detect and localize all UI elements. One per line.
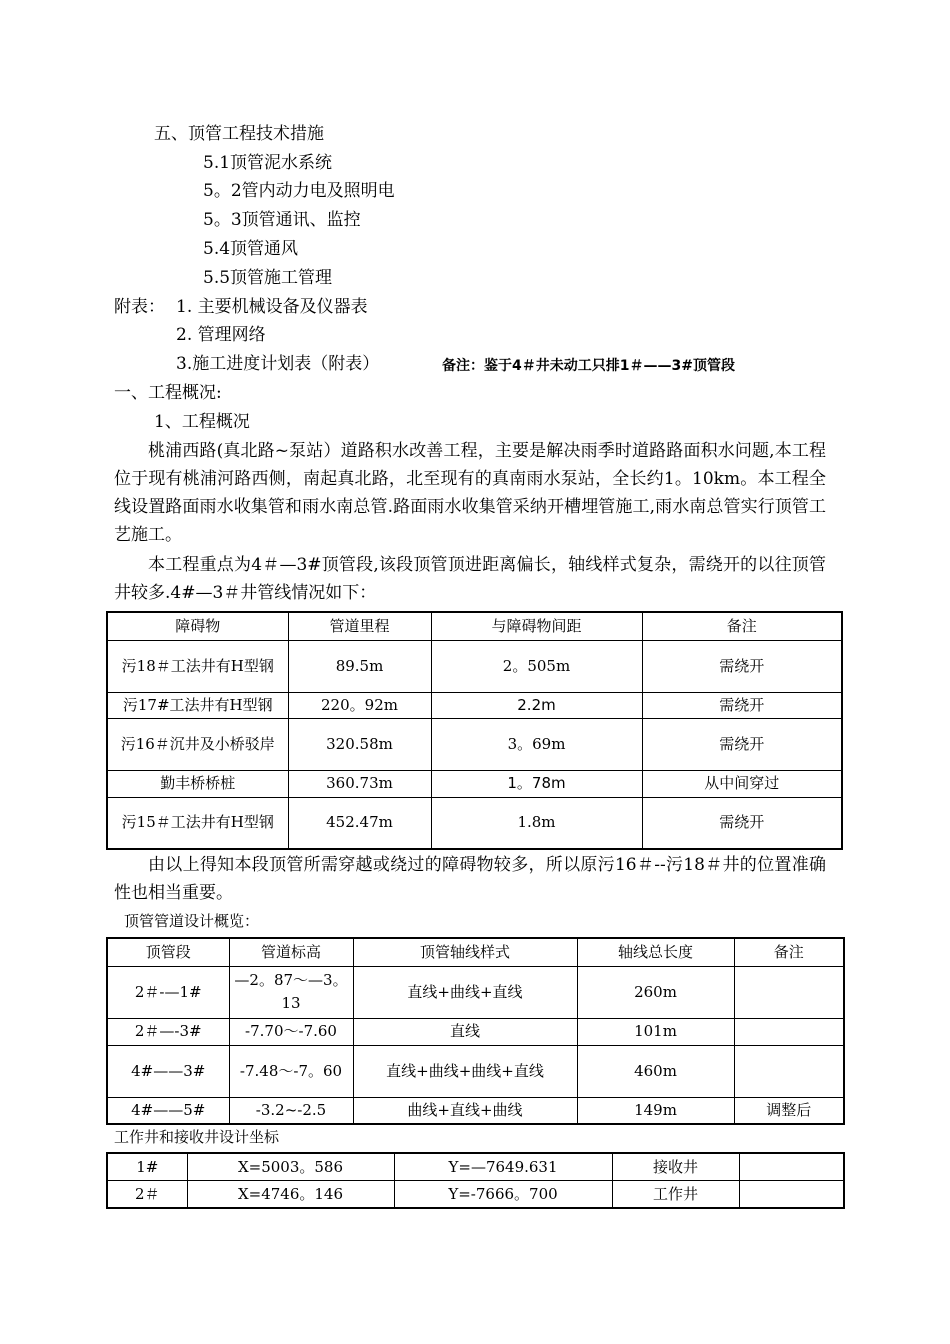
obstacle-cell: 勤丰桥桥桩	[107, 770, 288, 797]
toc-item-5-2: 5。2管内动力电及照明电	[203, 181, 395, 201]
table-row	[107, 1045, 844, 1097]
remark-cell: 需绕开	[642, 797, 842, 849]
section1-heading: 一、工程概况:	[114, 383, 222, 403]
remark-cell: 需绕开	[642, 640, 842, 692]
appendix-item-2: 2. 管理网络	[176, 325, 266, 345]
obstacle-cell: 污16＃沉井及小桥驳岸	[107, 718, 288, 770]
key-section-paragraph: 本工程重点为4＃—3#顶管段,该段顶管顶进距离偏长，轴线样式复杂，需绕开的以往顶管井较多.4#—3＃井管线情况如下：	[114, 555, 826, 603]
elevation-cell: —2。87～—3。13	[229, 966, 353, 1018]
length-cell: 149m	[577, 1097, 734, 1124]
segment-cell: 4#——3#	[107, 1045, 229, 1097]
segment-cell: 2＃-—1#	[107, 966, 229, 1018]
table-row	[107, 797, 842, 849]
distance-cell: 3。69m	[431, 718, 642, 770]
remark-cell	[734, 966, 844, 1018]
shaft-type-cell: 接收井	[612, 1153, 739, 1181]
shaft-coordinates-table	[106, 1152, 845, 1209]
distance-cell: 2。505m	[431, 640, 642, 692]
obstacle-table	[106, 611, 843, 850]
overview-paragraph: 桃浦西路(真北路~泵站）道路积水改善工程，主要是解决雨季时道路路面积水问题,本工程位于现有桃浦河路西侧，南起真北路，北至现有的真南雨水泵站，全长约1。10km。本工程全线设置路面雨水收集管和雨水南总管.路面雨水收集管采纳开槽埋管施工,雨水南总管实行顶管工艺施工。	[114, 441, 826, 545]
y-coordinate-cell: Y=-7666。700	[394, 1181, 612, 1209]
column-header: 障碍物	[107, 612, 288, 640]
axis-style-cell: 曲线+直线+曲线	[353, 1097, 577, 1124]
shaft-id-cell: 1#	[107, 1153, 187, 1181]
table-row	[107, 1153, 844, 1181]
column-header: 管道里程	[288, 612, 431, 640]
remark-cell	[739, 1153, 844, 1181]
obstacle-cell: 污17#工法井有H型钢	[107, 692, 288, 718]
column-header: 与障碍物间距	[431, 612, 642, 640]
section5-heading: 五、顶管工程技术措施	[154, 124, 324, 144]
column-header: 备注	[642, 612, 842, 640]
x-coordinate-cell: X=5003。586	[187, 1153, 394, 1181]
remark-cell	[734, 1018, 844, 1045]
distance-cell: 2.2m	[431, 692, 642, 718]
obstacle-cell: 污15＃工法井有H型钢	[107, 797, 288, 849]
remark-cell	[739, 1181, 844, 1209]
y-coordinate-cell: Y=—7649.631	[394, 1153, 612, 1181]
section1-subheading: 1、工程概况	[154, 412, 250, 432]
elevation-cell: -7.48～-7。60	[229, 1045, 353, 1097]
elevation-cell: -7.70～-7.60	[229, 1018, 353, 1045]
chainage-cell: 89.5m	[288, 640, 431, 692]
appendix-label: 附表：	[114, 297, 165, 317]
distance-cell: 1。78m	[431, 770, 642, 797]
schedule-note: 备注：鉴于4＃井未动工只排1＃——3#顶管段	[442, 358, 735, 374]
segment-cell: 4#——5#	[107, 1097, 229, 1124]
table-row	[107, 1097, 844, 1124]
shaft-id-cell: 2＃	[107, 1181, 187, 1209]
column-header: 管道标高	[229, 938, 353, 966]
segment-cell: 2＃—-3#	[107, 1018, 229, 1045]
remark-cell: 需绕开	[642, 692, 842, 718]
chainage-cell: 220。92m	[288, 692, 431, 718]
chainage-cell: 320.58m	[288, 718, 431, 770]
remark-cell: 需绕开	[642, 718, 842, 770]
column-header: 轴线总长度	[577, 938, 734, 966]
column-header: 顶管轴线样式	[353, 938, 577, 966]
elevation-cell: -3.2~-2.5	[229, 1097, 353, 1124]
column-header: 备注	[734, 938, 844, 966]
toc-item-5-4: 5.4顶管通风	[203, 239, 299, 259]
pipe-design-table	[106, 937, 845, 1125]
appendix-item-1: 1. 主要机械设备及仪器表	[176, 297, 368, 317]
chainage-cell: 452.47m	[288, 797, 431, 849]
conclusion-paragraph: 由以上得知本段顶管所需穿越或绕过的障碍物较多，所以原污16＃--污18＃井的位置准确性也相当重要。	[114, 855, 826, 903]
column-header: 顶管段	[107, 938, 229, 966]
distance-cell: 1.8m	[431, 797, 642, 849]
axis-style-cell: 直线	[353, 1018, 577, 1045]
length-cell: 260m	[577, 966, 734, 1018]
table-row	[107, 718, 842, 770]
table-header-row	[107, 612, 842, 640]
obstacle-cell: 污18＃工法井有H型钢	[107, 640, 288, 692]
axis-style-cell: 直线+曲线+直线	[353, 966, 577, 1018]
toc-item-5-3: 5。3顶管通讯、监控	[203, 210, 361, 230]
coordinates-title: 工作井和接收井设计坐标	[114, 1128, 280, 1146]
table-row	[107, 1018, 844, 1045]
table-row	[107, 1181, 844, 1209]
length-cell: 460m	[577, 1045, 734, 1097]
table-header-row	[107, 938, 844, 966]
length-cell: 101m	[577, 1018, 734, 1045]
remark-cell: 调整后	[734, 1097, 844, 1124]
table-row	[107, 770, 842, 797]
toc-item-5-1: 5.1顶管泥水系统	[203, 153, 333, 173]
x-coordinate-cell: X=4746。146	[187, 1181, 394, 1209]
table-row	[107, 640, 842, 692]
table-row	[107, 692, 842, 718]
remark-cell: 从中间穿过	[642, 770, 842, 797]
appendix-item-3: 3.施工进度计划表（附表）	[176, 354, 380, 374]
toc-item-5-5: 5.5顶管施工管理	[203, 268, 333, 288]
shaft-type-cell: 工作井	[612, 1181, 739, 1209]
axis-style-cell: 直线+曲线+曲线+直线	[353, 1045, 577, 1097]
chainage-cell: 360.73m	[288, 770, 431, 797]
table-row	[107, 966, 844, 1018]
design-overview-title: 顶管管道设计概览：	[124, 912, 260, 930]
remark-cell	[734, 1045, 844, 1097]
